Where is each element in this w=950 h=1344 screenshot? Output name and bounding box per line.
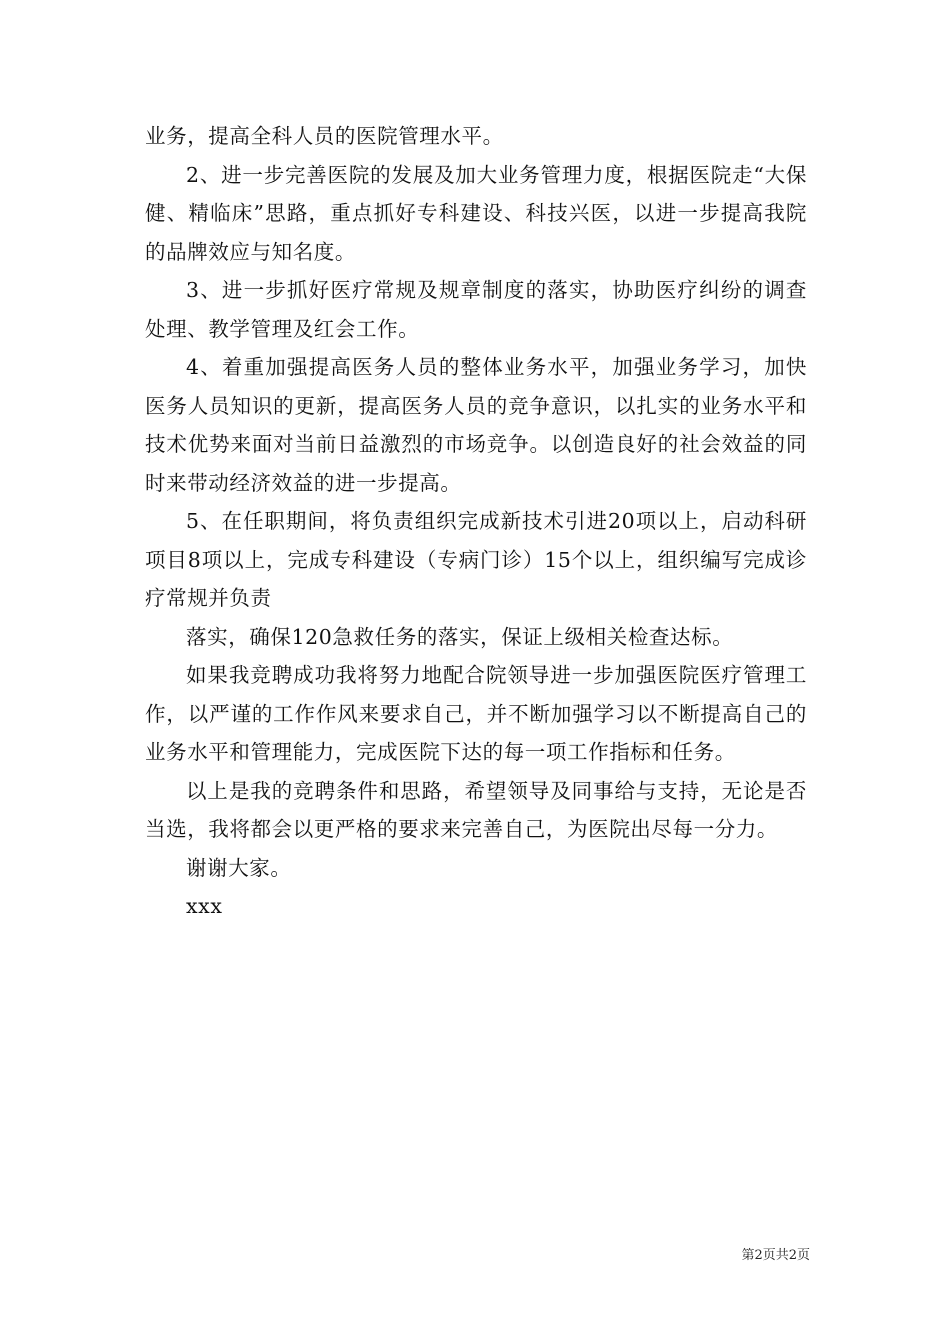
paragraph-item-2: 2、进一步完善医院的发展及加大业务管理力度，根据医院走“大保健、精临床”思路，重点抓好专科建设、科技兴医，以进一步提高我院的品牌效应与知名度。 [145, 162, 807, 264]
paragraph-closing: 以上是我的竞聘条件和思路，希望领导及同事给与支持，无论是否当选，我将都会以更严格的要求来完善自己，为医院出尽每一分力。 [145, 778, 807, 841]
paragraph-continuation: 业务，提高全科人员的医院管理水平。 [145, 124, 504, 148]
paragraph-item-5: 5、在任职期间，将负责组织完成新技术引进20项以上，启动科研项目8项以上，完成专科建设（专病门诊）15个以上，组织编写完成诊疗常规并负责 [145, 509, 807, 610]
paragraph-commitment: 如果我竞聘成功我将努力地配合院领导进一步加强医院医疗管理工作，以严谨的工作作风来要求自己，并不断加强学习以不断提高自己的业务水平和管理能力，完成医院下达的每一项工作指标和任务。 [145, 663, 807, 764]
paragraph-signature: xxx [186, 894, 223, 918]
page-number-footer: 第2页共2页 [741, 1248, 810, 1263]
paragraph-item-4: 4、着重加强提高医务人员的整体业务水平，加强业务学习，加快医务人员知识的更新，提高医务人员的竞争意识，以扎实的业务水平和技术优势来面对当前日益激烈的市场竞争。以创造良好的社会效益的同时来带动经济效益的进一步提高。 [145, 355, 807, 495]
paragraph-thanks: 谢谢大家。 [186, 855, 292, 880]
paragraph-item-3: 3、进一步抓好医疗常规及规章制度的落实，协助医疗纠纷的调查处理、教学管理及红会工作。 [145, 278, 807, 341]
document-body [145, 117, 807, 926]
paragraph-item-5-continued: 落实，确保120急救任务的落实，保证上级相关检查达标。 [186, 624, 734, 649]
